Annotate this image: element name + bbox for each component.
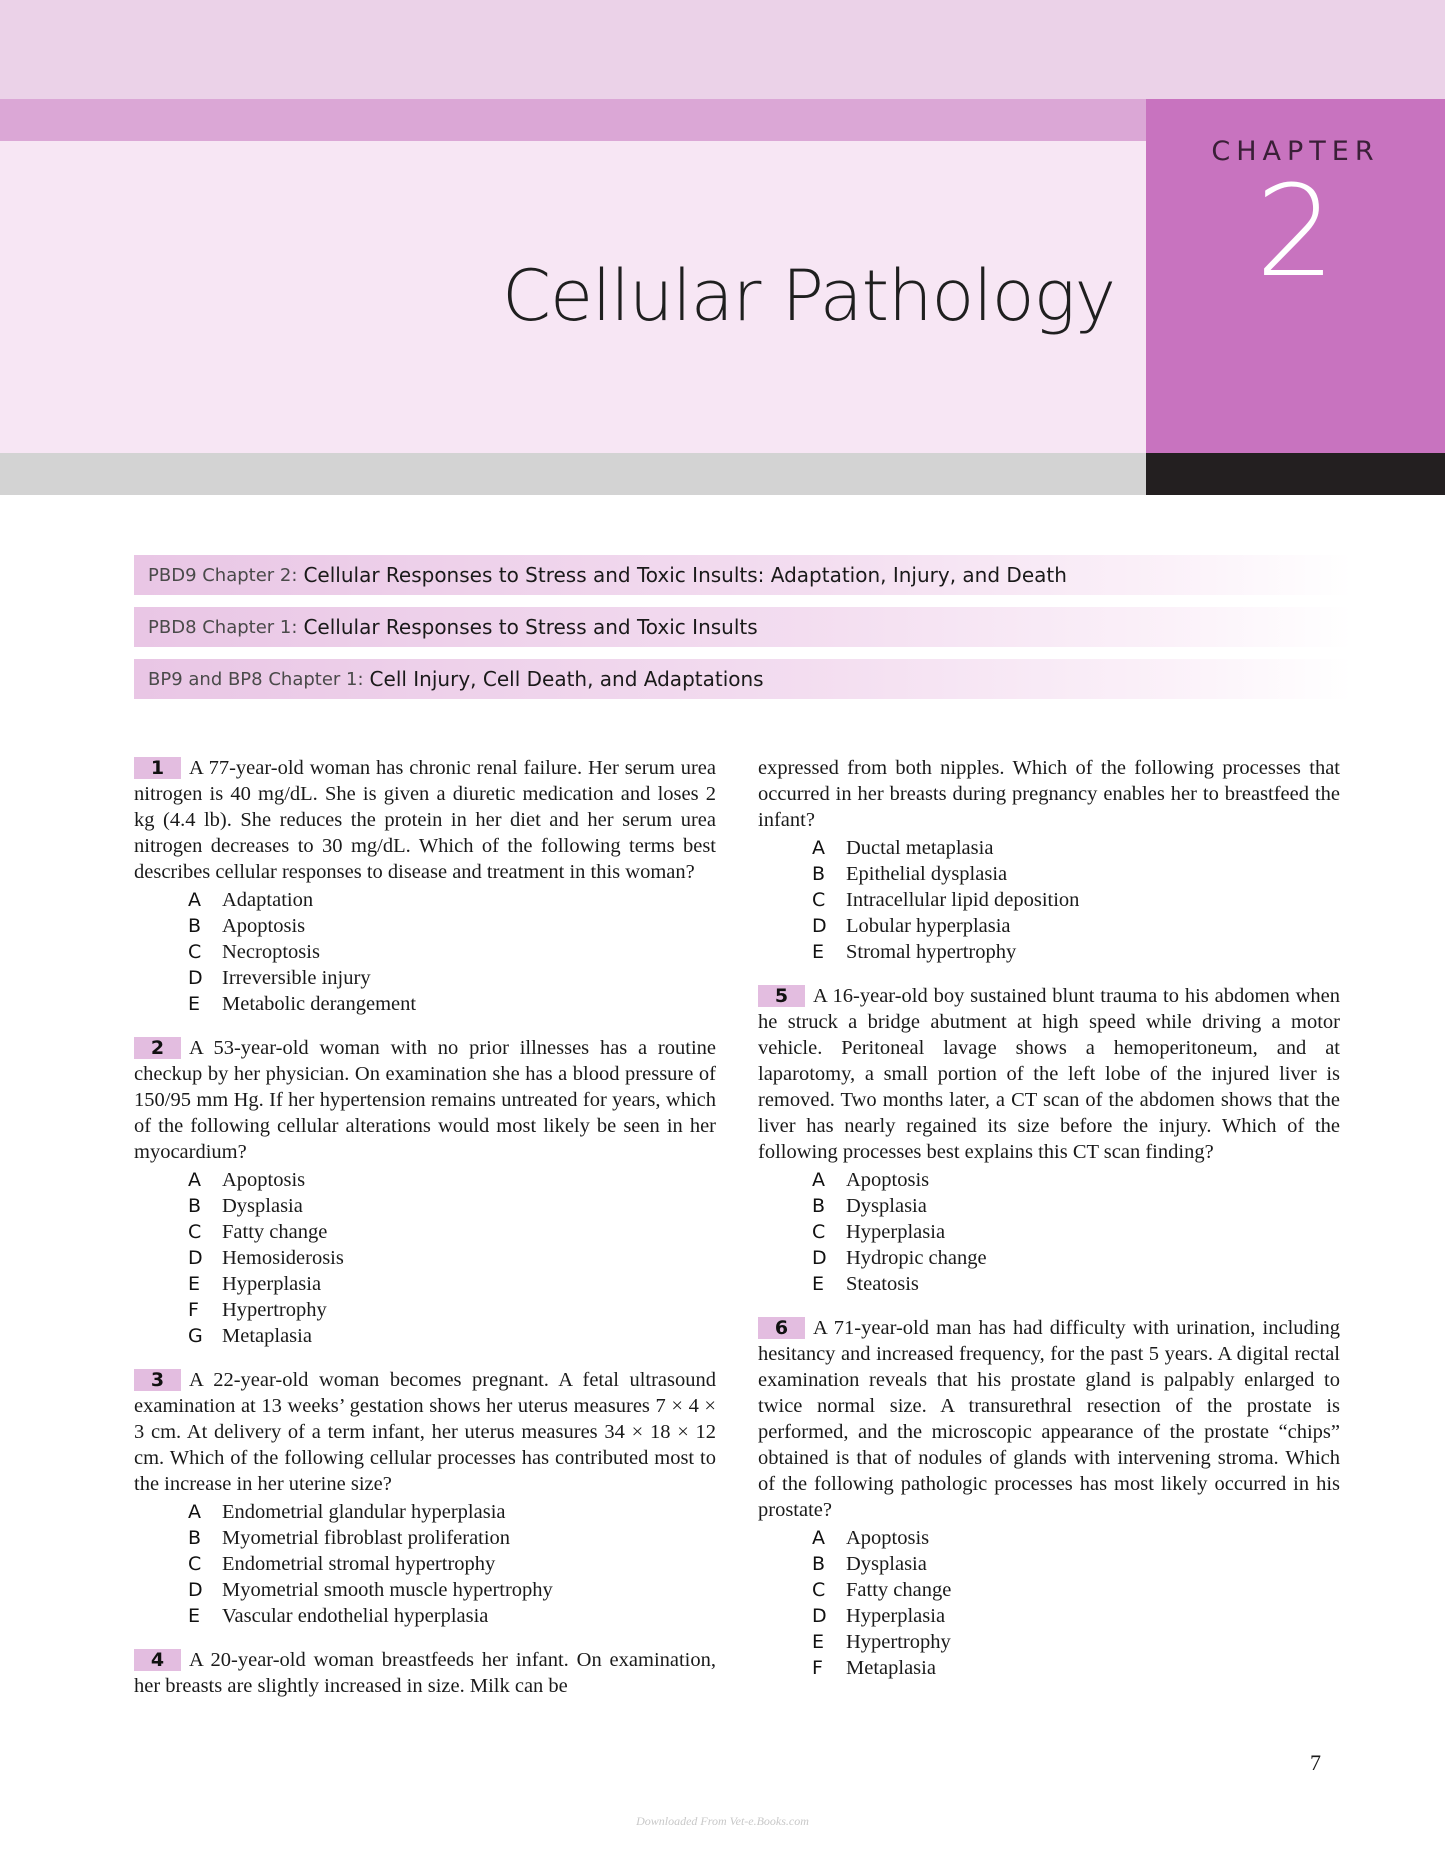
option-letter: D <box>188 1247 203 1269</box>
option-letter: A <box>812 1169 825 1191</box>
right-column <box>758 755 1340 1681</box>
option-letter: E <box>812 1273 825 1295</box>
answer-option[interactable] <box>188 1297 716 1323</box>
chapter-label: CHAPTER <box>1211 136 1380 167</box>
option-text: Stromal hypertrophy <box>846 941 1017 963</box>
question-number-badge: 1 <box>134 757 181 779</box>
option-text: Adaptation <box>222 889 314 911</box>
answer-option[interactable] <box>188 965 716 991</box>
answer-option[interactable] <box>188 1219 716 1245</box>
page-number: 7 <box>1310 1750 1321 1775</box>
question-4-continued <box>758 755 1340 965</box>
answer-option[interactable] <box>188 913 716 939</box>
answer-option[interactable] <box>188 991 716 1017</box>
question-stem: A 16-year-old boy sustained blunt trauma to his abdomen when he struck a bridge abutment at high speed while driving a motor vehicle. Peritoneal lavage shows a hemoperitoneum, and at laparotomy, a small portion of the left lobe of the injured liver is removed. Two months later, a CT scan of the abdomen shows that the liver has nearly regained its size before the injury. Which of the following processes best explains this CT scan finding? <box>758 985 1340 1163</box>
option-letter: E <box>812 941 825 963</box>
answer-option[interactable] <box>812 1193 1340 1219</box>
answer-option[interactable] <box>188 1577 716 1603</box>
option-letter: A <box>188 1501 201 1523</box>
answer-options <box>758 1525 1340 1681</box>
header-top-band <box>0 0 1445 99</box>
option-text: Endometrial glandular hyperplasia <box>222 1501 506 1523</box>
option-text: Metabolic derangement <box>222 993 417 1015</box>
option-letter: G <box>188 1325 203 1347</box>
chapter-number: 2 <box>1255 158 1336 305</box>
answer-options <box>134 1167 716 1349</box>
reference-bar <box>134 607 1352 647</box>
answer-option[interactable] <box>188 1323 716 1349</box>
option-text: Fatty change <box>846 1579 952 1601</box>
option-text: Intracellular lipid deposition <box>846 889 1080 911</box>
option-text: Apoptosis <box>846 1527 930 1549</box>
answer-option[interactable] <box>188 939 716 965</box>
option-letter: D <box>812 915 827 937</box>
option-text: Steatosis <box>846 1273 919 1295</box>
option-text: Vascular endothelial hyperplasia <box>222 1605 489 1627</box>
option-text: Dysplasia <box>846 1195 927 1217</box>
option-text: Lobular hyperplasia <box>846 915 1011 937</box>
reference-prefix: PBD8 Chapter 1: <box>148 616 298 638</box>
reference-bar <box>134 659 1352 699</box>
answer-option[interactable] <box>188 1525 716 1551</box>
question-number-badge: 2 <box>134 1037 181 1059</box>
footer-watermark: Downloaded From Vet-e.Books.com <box>636 1814 809 1828</box>
option-letter: C <box>188 1553 202 1575</box>
option-text: Dysplasia <box>222 1195 303 1217</box>
option-text: Hyperplasia <box>846 1221 946 1243</box>
question-4-start <box>134 1647 716 1699</box>
option-letter: D <box>188 967 203 989</box>
reference-text: Cell Injury, Cell Death, and Adaptations <box>369 667 764 691</box>
option-text: Epithelial dysplasia <box>846 863 1008 885</box>
answer-option[interactable] <box>188 1499 716 1525</box>
answer-option[interactable] <box>812 1525 1340 1551</box>
option-letter: F <box>812 1657 823 1679</box>
reference-prefix: BP9 and BP8 Chapter 1: <box>148 668 364 690</box>
question-stem: A 20-year-old woman breastfeeds her infant. On examination, her breasts are slightly increased in size. Milk can be <box>134 1649 716 1697</box>
question-stem: expressed from both nipples. Which of the following processes that occurred in her breasts during pregnancy enables her to breastfeed the infant? <box>758 757 1340 831</box>
question-stem: A 71-year-old man has had difficulty with urination, including hesitancy and increased frequency, for the past 5 years. A digital rectal examination reveals that his prostate gland is palpably enlarged to twice normal size. A transurethral resection of the prostate is performed, and the microscopic appearance of the prostate “chips” obtained is that of nodules of glands with intervening stroma. Which of the following pathologic processes has most likely occurred in his prostate? <box>758 1317 1340 1521</box>
question-2 <box>134 1035 716 1349</box>
answer-option[interactable] <box>812 1219 1340 1245</box>
option-text: Myometrial smooth muscle hypertrophy <box>222 1579 553 1601</box>
option-text: Metaplasia <box>846 1657 936 1679</box>
question-number-badge: 3 <box>134 1369 181 1391</box>
option-text: Apoptosis <box>846 1169 930 1191</box>
option-text: Ductal metaplasia <box>846 837 994 859</box>
question-stem: A 77-year-old woman has chronic renal failure. Her serum urea nitrogen is 40 mg/dL. She is given a diuretic medication and loses 2 kg (4.4 lb). She reduces the protein in her diet and her serum urea nitrogen decreases to 30 mg/dL. Which of the following terms best describes cellular responses to disease and treatment in this woman? <box>134 757 716 883</box>
answer-option[interactable] <box>188 1603 716 1629</box>
answer-option[interactable] <box>812 887 1340 913</box>
question-5 <box>758 983 1340 1297</box>
option-letter: C <box>812 889 826 911</box>
question-3 <box>134 1367 716 1629</box>
option-text: Necroptosis <box>222 941 320 963</box>
option-text: Apoptosis <box>222 915 306 937</box>
option-letter: C <box>188 1221 202 1243</box>
option-text: Apoptosis <box>222 1169 306 1191</box>
option-text: Hypertrophy <box>846 1631 951 1653</box>
question-stem: A 22-year-old woman becomes pregnant. A fetal ultrasound examination at 13 weeks’ gestation shows her uterus measures 7 × 4 × 3 cm. At delivery of a term infant, her uterus measures 34 × 18 × 12 cm. Which of the following cellular processes has contributed most to the increase in her uterine size? <box>134 1369 716 1495</box>
answer-option[interactable] <box>188 1167 716 1193</box>
answer-option[interactable] <box>812 835 1340 861</box>
reference-text: Cellular Responses to Stress and Toxic Insults <box>303 615 758 639</box>
option-letter: B <box>812 1195 826 1217</box>
option-letter: A <box>188 1169 201 1191</box>
answer-option[interactable] <box>188 887 716 913</box>
answer-option[interactable] <box>812 1551 1340 1577</box>
answer-option[interactable] <box>812 1167 1340 1193</box>
answer-option[interactable] <box>812 913 1340 939</box>
header-stripe <box>0 99 1146 141</box>
option-letter: C <box>812 1579 826 1601</box>
option-letter: C <box>812 1221 826 1243</box>
option-letter: E <box>188 1605 201 1627</box>
question-number-badge: 5 <box>758 985 805 1007</box>
option-letter: A <box>812 1527 825 1549</box>
answer-option[interactable] <box>812 1271 1340 1297</box>
option-text: Hydropic change <box>846 1247 987 1269</box>
option-text: Fatty change <box>222 1221 328 1243</box>
answer-option[interactable] <box>188 1245 716 1271</box>
answer-options <box>758 835 1340 965</box>
answer-option[interactable] <box>812 1577 1340 1603</box>
option-letter: D <box>812 1247 827 1269</box>
option-text: Hemosiderosis <box>222 1247 344 1269</box>
option-letter: C <box>188 941 202 963</box>
question-1 <box>134 755 716 1017</box>
reference-prefix: PBD9 Chapter 2: <box>148 564 298 586</box>
option-text: Hypertrophy <box>222 1299 327 1321</box>
question-number-badge: 6 <box>758 1317 805 1339</box>
option-letter: B <box>812 863 826 885</box>
question-6 <box>758 1315 1340 1681</box>
answer-options <box>134 1499 716 1629</box>
answer-option[interactable] <box>812 861 1340 887</box>
option-letter: A <box>812 837 825 859</box>
reference-text: Cellular Responses to Stress and Toxic Insults: Adaptation, Injury, and Death <box>303 563 1067 587</box>
answer-option[interactable] <box>188 1551 716 1577</box>
chapter-box-bottom <box>1146 453 1445 495</box>
answer-option[interactable] <box>188 1193 716 1219</box>
option-text: Irreversible injury <box>222 967 371 989</box>
chapter-title: Cellular Pathology <box>502 255 1115 337</box>
option-letter: B <box>188 1527 202 1549</box>
answer-options <box>134 887 716 1017</box>
answer-options <box>758 1167 1340 1297</box>
option-letter: E <box>188 993 201 1015</box>
option-letter: A <box>188 889 201 911</box>
option-text: Metaplasia <box>222 1325 312 1347</box>
option-letter: B <box>188 1195 202 1217</box>
reference-bar <box>134 555 1352 595</box>
answer-option[interactable] <box>812 939 1340 965</box>
answer-option[interactable] <box>812 1245 1340 1271</box>
option-text: Endometrial stromal hypertrophy <box>222 1553 496 1575</box>
option-text: Hyperplasia <box>846 1605 946 1627</box>
option-letter: E <box>812 1631 825 1653</box>
answer-option[interactable] <box>188 1271 716 1297</box>
answer-option[interactable] <box>812 1629 1340 1655</box>
option-letter: F <box>188 1299 199 1321</box>
header-gray-band <box>0 453 1146 495</box>
question-stem: A 53-year-old woman with no prior illnesses has a routine checkup by her physician. On examination she has a blood pressure of 150/95 mm Hg. If her hypertension remains untreated for years, which of the following cellular alterations would most likely be seen in her myocardium? <box>134 1037 716 1163</box>
option-text: Hyperplasia <box>222 1273 322 1295</box>
option-letter: B <box>812 1553 826 1575</box>
answer-option[interactable] <box>812 1655 1340 1681</box>
option-letter: D <box>812 1605 827 1627</box>
left-column <box>134 755 716 1699</box>
option-letter: D <box>188 1579 203 1601</box>
option-text: Myometrial fibroblast proliferation <box>222 1527 511 1549</box>
question-number-badge: 4 <box>134 1649 181 1671</box>
option-text: Dysplasia <box>846 1553 927 1575</box>
option-letter: B <box>188 915 202 937</box>
option-letter: E <box>188 1273 201 1295</box>
answer-option[interactable] <box>812 1603 1340 1629</box>
